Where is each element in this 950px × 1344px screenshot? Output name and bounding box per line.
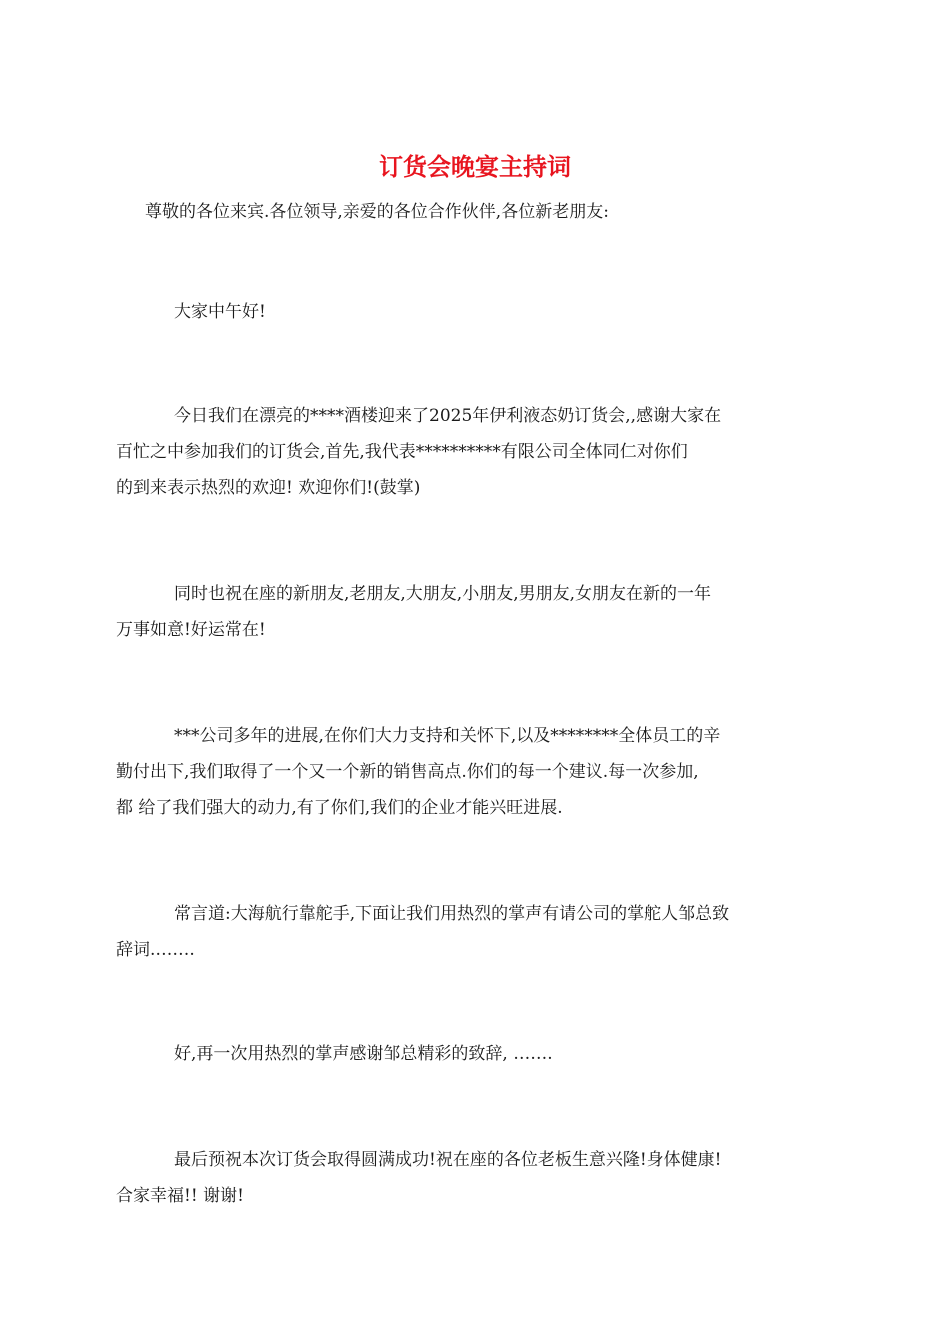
paragraph-line: 大家中午好!	[174, 302, 266, 322]
paragraph-invite-speech	[116, 896, 810, 968]
salutation	[145, 194, 810, 230]
paragraph-line: 百忙之中参加我们的订货会,首先,我代表**********有限公司全体同仁对你们	[116, 442, 688, 462]
paragraph-line: 都 给了我们强大的动力,有了你们,我们的企业才能兴旺进展.	[116, 798, 563, 818]
paragraph-line: 辞词.…….	[116, 940, 195, 960]
paragraph-line: 勤付出下,我们取得了一个又一个新的销售高点.你们的每一个建议.每一次参加,	[116, 762, 699, 782]
paragraph-thanks-speech	[145, 1036, 810, 1072]
paragraph-line: 今日我们在漂亮的****酒楼迎来了2025年伊利液态奶订货会,,感谢大家在	[174, 406, 722, 426]
paragraph-line: 尊敬的各位来宾.各位领导,亲爱的各位合作伙伴,各位新老朋友:	[145, 202, 609, 222]
paragraph-line: 好,再一次用热烈的掌声感谢邹总精彩的致辞, …….	[174, 1044, 553, 1064]
paragraph-greeting	[145, 294, 810, 330]
paragraph-line: 同时也祝在座的新朋友,老朋友,大朋友,小朋友,男朋友,女朋友在新的一年	[174, 584, 712, 604]
paragraph-company-progress	[116, 718, 810, 826]
paragraph-welcome	[116, 398, 810, 506]
paragraph-line: 合家幸福!! 谢谢!	[116, 1186, 244, 1206]
paragraph-wishes	[116, 576, 810, 648]
paragraph-closing	[116, 1142, 810, 1214]
paragraph-line: ***公司多年的进展,在你们大力支持和关怀下,以及********全体员工的辛	[174, 726, 721, 746]
paragraph-line: 常言道:大海航行靠舵手,下面让我们用热烈的掌声有请公司的掌舵人邹总致	[174, 904, 730, 924]
paragraph-line: 万事如意!好运常在!	[116, 620, 266, 640]
paragraph-line: 最后预祝本次订货会取得圆满成功!祝在座的各位老板生意兴隆!身体健康!	[174, 1150, 722, 1170]
document-title: 订货会晚宴主持词	[379, 152, 571, 181]
paragraph-line: 的到来表示热烈的欢迎! 欢迎你们!(鼓掌)	[116, 478, 421, 498]
